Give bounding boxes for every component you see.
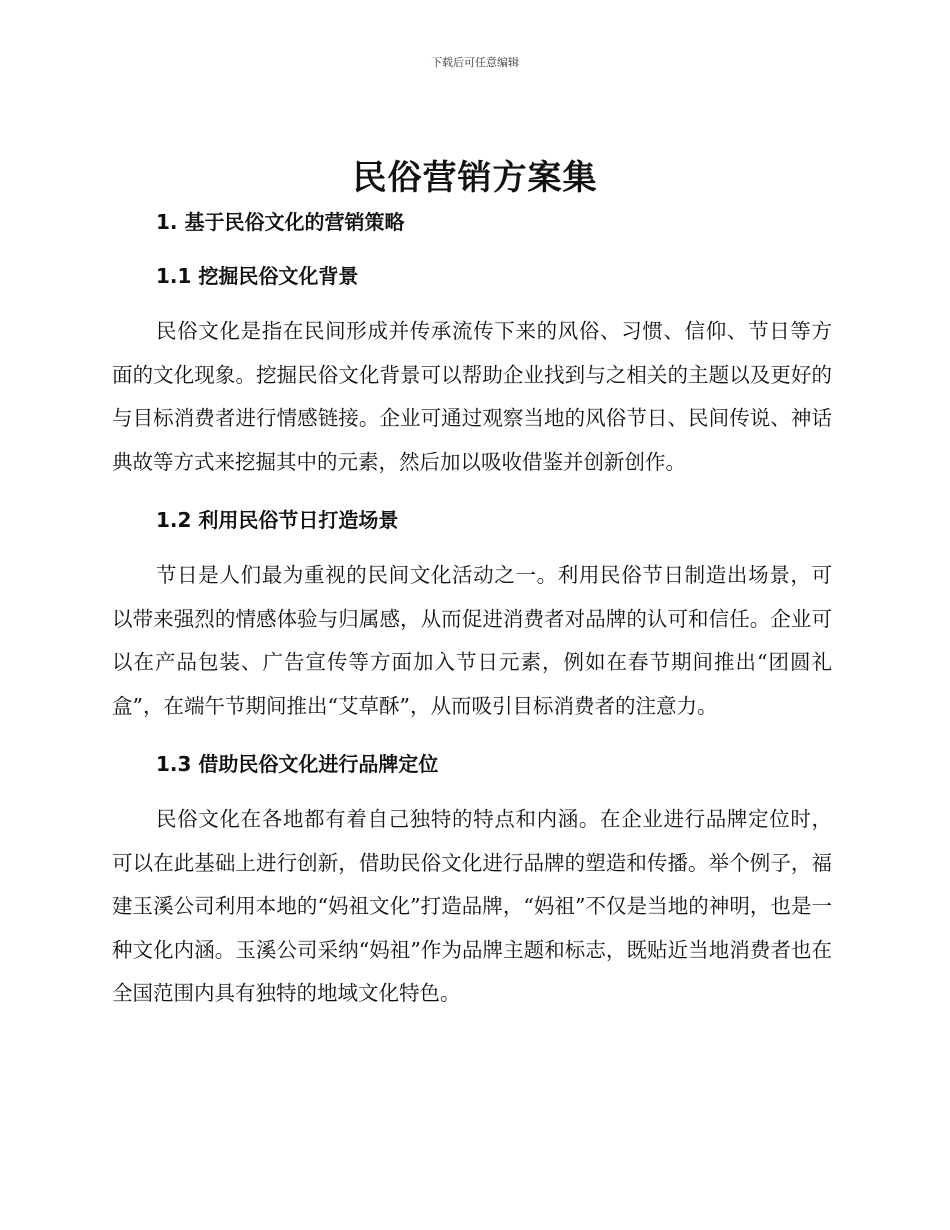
document-title: 民俗营销方案集 bbox=[352, 158, 598, 198]
subsection-body-1-2: 节日是人们最为重视的民间文化活动之一。利用民俗节日制造出场景，可以带来强烈的情感体验与归属感，从而促进消费者对品牌的认可和信任。企业可以在产品包装、广告宣传等方面加入节日元素，例如在春节期间推出“团圆礼盒”，在端午节期间推出“艾草酥”，从而吸引目标消费者的注意力。 bbox=[112, 563, 832, 718]
header-note: 下载后可任意编辑 bbox=[431, 56, 519, 69]
subsection-body-1-1: 民俗文化是指在民间形成并传承流传下来的风俗、习惯、信仰、节日等方面的文化现象。挖掘民俗文化背景可以帮助企业找到与之相关的主题以及更好的与目标消费者进行情感链接。企业可通过观察当地的风俗节日、民间传说、神话典故等方式来挖掘其中的元素，然后加以吸收借鉴并创新创作。 bbox=[112, 319, 832, 474]
section-heading-1: 1. 基于民俗文化的营销策略 bbox=[156, 210, 405, 234]
subsection-heading-1-2: 1.2 利用民俗节日打造场景 bbox=[156, 508, 399, 532]
document-body bbox=[112, 204, 832, 1016]
subsection-body-1-3: 民俗文化在各地都有着自己独特的特点和内涵。在企业进行品牌定位时，可以在此基础上进行创新，借助民俗文化进行品牌的塑造和传播。举个例子，福建玉溪公司利用本地的“妈祖文化”打造品牌，“妈祖”不仅是当地的神明，也是一种文化内涵。玉溪公司采纳“妈祖”作为品牌主题和标志，既贴近当地消费者也在全国范围内具有独特的地域文化特色。 bbox=[112, 807, 832, 1005]
subsection-heading-1-1: 1.1 挖掘民俗文化背景 bbox=[156, 264, 359, 288]
subsection-heading-1-3: 1.3 借助民俗文化进行品牌定位 bbox=[156, 752, 439, 776]
